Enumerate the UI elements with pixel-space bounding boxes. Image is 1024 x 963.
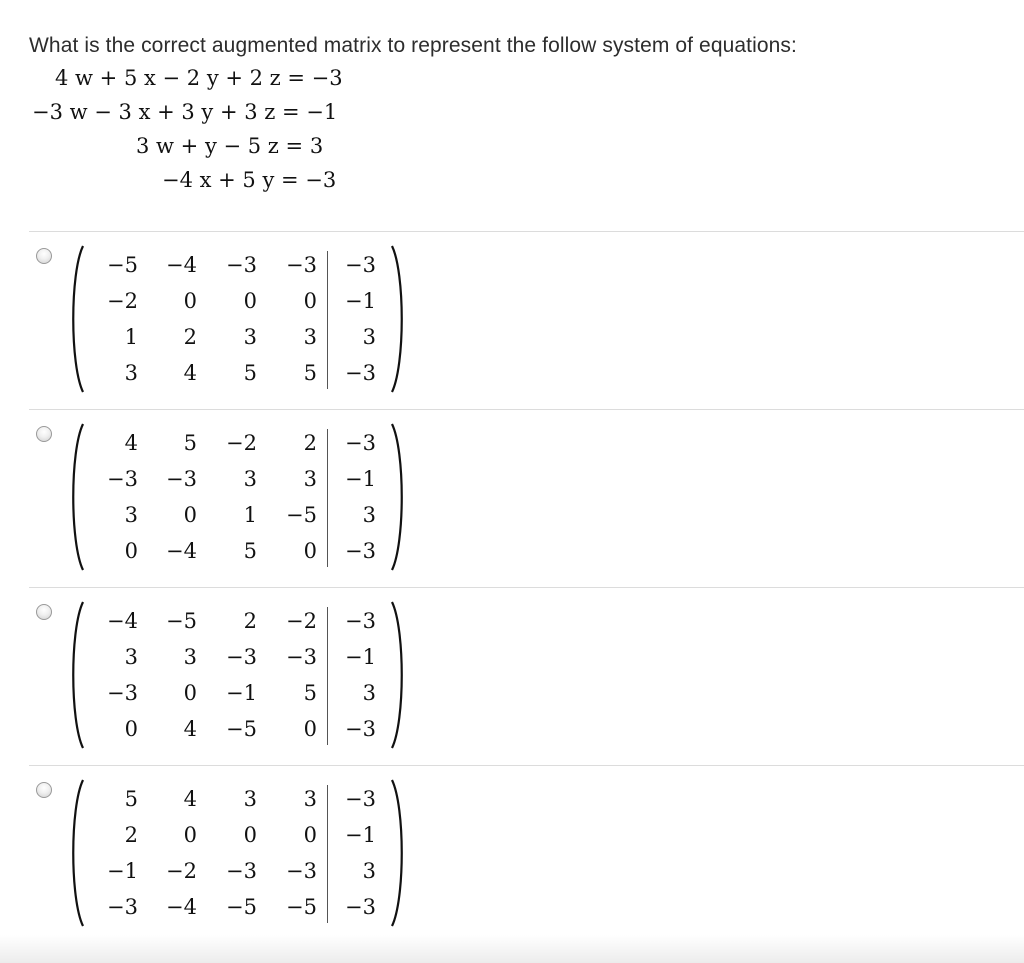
matrix-cell: 3 — [362, 325, 376, 349]
matrix-cell: −3 — [345, 787, 376, 811]
matrix-cell: −3 — [226, 859, 257, 883]
matrix-cell: −3 — [107, 895, 138, 919]
matrix-cell: −1 — [345, 645, 376, 669]
matrix-cell: 2 — [303, 431, 317, 455]
matrix-cell: −3 — [345, 539, 376, 563]
matrix-cell: 0 — [183, 503, 197, 527]
matrix-cell: 4 — [183, 787, 197, 811]
matrix-cell: −1 — [345, 289, 376, 313]
matrix-cell: −5 — [226, 895, 257, 919]
option-matrix-4 — [66, 777, 411, 929]
matrix-cell: −3 — [345, 253, 376, 277]
matrix-cell: 0 — [303, 289, 317, 313]
matrix-cell: −3 — [226, 253, 257, 277]
matrix-cell: −5 — [166, 609, 197, 633]
matrix-cell: −2 — [107, 289, 138, 313]
matrix-cell: −1 — [345, 823, 376, 847]
matrix-cell: 0 — [183, 681, 197, 705]
left-parenthesis — [66, 599, 86, 751]
matrix-cell: −3 — [345, 431, 376, 455]
matrix-cell: −4 — [166, 253, 197, 277]
matrix-cell: 3 — [303, 787, 317, 811]
matrix-cell: 5 — [243, 539, 257, 563]
matrix-cell: 0 — [183, 289, 197, 313]
matrix-cell: −5 — [107, 253, 138, 277]
matrix-cell: −3 — [107, 681, 138, 705]
matrix-cell: 0 — [243, 289, 257, 313]
matrix-cell: 2 — [124, 823, 138, 847]
matrix-cell: −3 — [286, 253, 317, 277]
option-separator — [29, 409, 1024, 410]
matrix-cell: 3 — [124, 503, 138, 527]
matrix-cell: −3 — [345, 609, 376, 633]
matrix-cell: 5 — [303, 361, 317, 385]
option-radio-3[interactable] — [36, 604, 52, 620]
matrix-cell: 0 — [124, 717, 138, 741]
matrix-cell: 3 — [362, 503, 376, 527]
matrix-cell: −1 — [226, 681, 257, 705]
matrix-cell: −3 — [286, 645, 317, 669]
option-radio-1[interactable] — [36, 248, 52, 264]
option-radio-2[interactable] — [36, 426, 52, 442]
left-parenthesis — [66, 777, 86, 929]
question-text: What is the correct augmented matrix to represent the follow system of equations: — [29, 34, 797, 57]
matrix-cell: −5 — [286, 895, 317, 919]
right-parenthesis — [389, 243, 409, 395]
matrix-cell: 3 — [303, 467, 317, 491]
option-separator — [29, 587, 1024, 588]
matrix-cell: −5 — [286, 503, 317, 527]
matrix-cell: 1 — [124, 325, 138, 349]
matrix-cell: 3 — [362, 681, 376, 705]
matrix-cell: −2 — [286, 609, 317, 633]
matrix-cell: 0 — [303, 823, 317, 847]
matrix-cell: 3 — [362, 859, 376, 883]
matrix-cell: −3 — [345, 895, 376, 919]
matrix-cell: 5 — [303, 681, 317, 705]
matrix-cell: −1 — [107, 859, 138, 883]
equation-3: 3 w + y − 5 z = 3 — [136, 134, 324, 158]
option-separator — [29, 765, 1024, 766]
matrix-cell: 2 — [243, 609, 257, 633]
left-parenthesis — [66, 421, 86, 573]
equation-2: −3 w − 3 x + 3 y + 3 z = −1 — [32, 100, 338, 124]
matrix-cell: −2 — [226, 431, 257, 455]
matrix-cell: 3 — [243, 325, 257, 349]
matrix-cell: 2 — [183, 325, 197, 349]
matrix-cell: 3 — [243, 787, 257, 811]
option-separator — [29, 231, 1024, 232]
right-parenthesis — [389, 599, 409, 751]
page-footer-fade — [0, 935, 1024, 963]
matrix-cell: −3 — [345, 361, 376, 385]
matrix-cell: 3 — [243, 467, 257, 491]
matrix-cell: 0 — [303, 539, 317, 563]
matrix-cell: −3 — [107, 467, 138, 491]
option-radio-4[interactable] — [36, 782, 52, 798]
matrix-cell: 3 — [124, 645, 138, 669]
matrix-cell: 3 — [124, 361, 138, 385]
matrix-cell: 0 — [303, 717, 317, 741]
matrix-cell: 0 — [183, 823, 197, 847]
matrix-cell: −5 — [226, 717, 257, 741]
matrix-cell: 5 — [243, 361, 257, 385]
option-matrix-2 — [66, 421, 411, 573]
right-parenthesis — [389, 421, 409, 573]
matrix-cell: −1 — [345, 467, 376, 491]
matrix-cell: 1 — [243, 503, 257, 527]
matrix-cell: −2 — [166, 859, 197, 883]
left-parenthesis — [66, 243, 86, 395]
matrix-cell: −4 — [166, 895, 197, 919]
matrix-cell: 4 — [183, 361, 197, 385]
matrix-cell: −4 — [107, 609, 138, 633]
option-matrix-3 — [66, 599, 411, 751]
equation-1: 4 w + 5 x − 2 y + 2 z = −3 — [55, 66, 343, 90]
matrix-cell: −3 — [166, 467, 197, 491]
option-matrix-1 — [66, 243, 411, 395]
matrix-cell: 4 — [124, 431, 138, 455]
matrix-cell: 0 — [124, 539, 138, 563]
matrix-cell: 5 — [124, 787, 138, 811]
matrix-cell: −3 — [286, 859, 317, 883]
matrix-cell: −3 — [226, 645, 257, 669]
right-parenthesis — [389, 777, 409, 929]
matrix-cell: 3 — [303, 325, 317, 349]
matrix-cell: 0 — [243, 823, 257, 847]
matrix-cell: 3 — [183, 645, 197, 669]
matrix-cell: −4 — [166, 539, 197, 563]
matrix-cell: −3 — [345, 717, 376, 741]
matrix-cell: 5 — [183, 431, 197, 455]
equation-4: −4 x + 5 y = −3 — [162, 168, 337, 192]
matrix-cell: 4 — [183, 717, 197, 741]
